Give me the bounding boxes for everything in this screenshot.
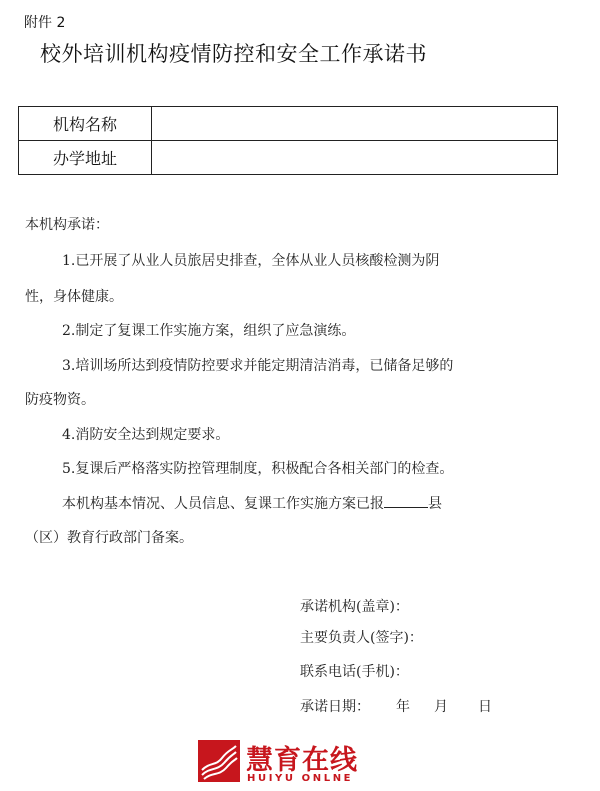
closing-statement-text: 本机构基本情况、人员信息、复课工作实施方案已报: [62, 496, 384, 512]
pledge-item-1-continued: 性，身体健康。: [25, 289, 123, 305]
attachment-label: 附件 2: [24, 15, 66, 31]
signature-person: 主要负责人(签字)：: [300, 630, 423, 646]
county-blank[interactable]: [384, 495, 428, 508]
stripes-icon: [198, 740, 240, 782]
closing-statement: [62, 493, 442, 513]
pledge-item-3-continued: 防疫物资。: [25, 392, 95, 408]
school-address-label: 办学地址: [19, 141, 152, 175]
info-table: [18, 106, 558, 175]
table-row: [19, 107, 558, 141]
school-address-field[interactable]: [152, 141, 558, 175]
watermark-brand-cn: 慧育在线: [246, 745, 358, 776]
pledge-item-1: 1.已开展了从业人员旅居史排查，全体从业人员核酸检测为阴: [62, 253, 440, 269]
date-label: 承诺日期：: [300, 699, 370, 715]
pledge-item-4: 4.消防安全达到规定要求。: [62, 427, 230, 443]
pledge-item-5: 5.复课后严格落实防控管理制度，积极配合各相关部门的检查。: [62, 461, 454, 477]
pledge-item-2: 2.制定了复课工作实施方案，组织了应急演练。: [62, 323, 356, 339]
institution-name-field[interactable]: [152, 107, 558, 141]
year-label: 年: [396, 699, 410, 715]
signature-org: 承诺机构(盖章)：: [300, 599, 409, 615]
huiyu-logo-icon: [198, 740, 240, 782]
month-label: 月: [434, 699, 448, 715]
signature-date: [300, 696, 492, 716]
county-label: 县: [428, 496, 442, 512]
watermark-brand-en: HUIYU ONLNE: [247, 773, 354, 784]
day-label: 日: [478, 699, 492, 715]
closing-statement-continued: （区）教育行政部门备案。: [25, 530, 193, 546]
table-row: [19, 141, 558, 175]
pledge-item-3: 3.培训场所达到疫情防控要求并能定期清洁消毒，已储备足够的: [62, 358, 454, 374]
signature-phone: 联系电话(手机)：: [300, 664, 409, 680]
document-title: 校外培训机构疫情防控和安全工作承诺书: [40, 42, 427, 66]
institution-name-label: 机构名称: [19, 107, 152, 141]
pledge-intro: 本机构承诺：: [25, 217, 109, 233]
